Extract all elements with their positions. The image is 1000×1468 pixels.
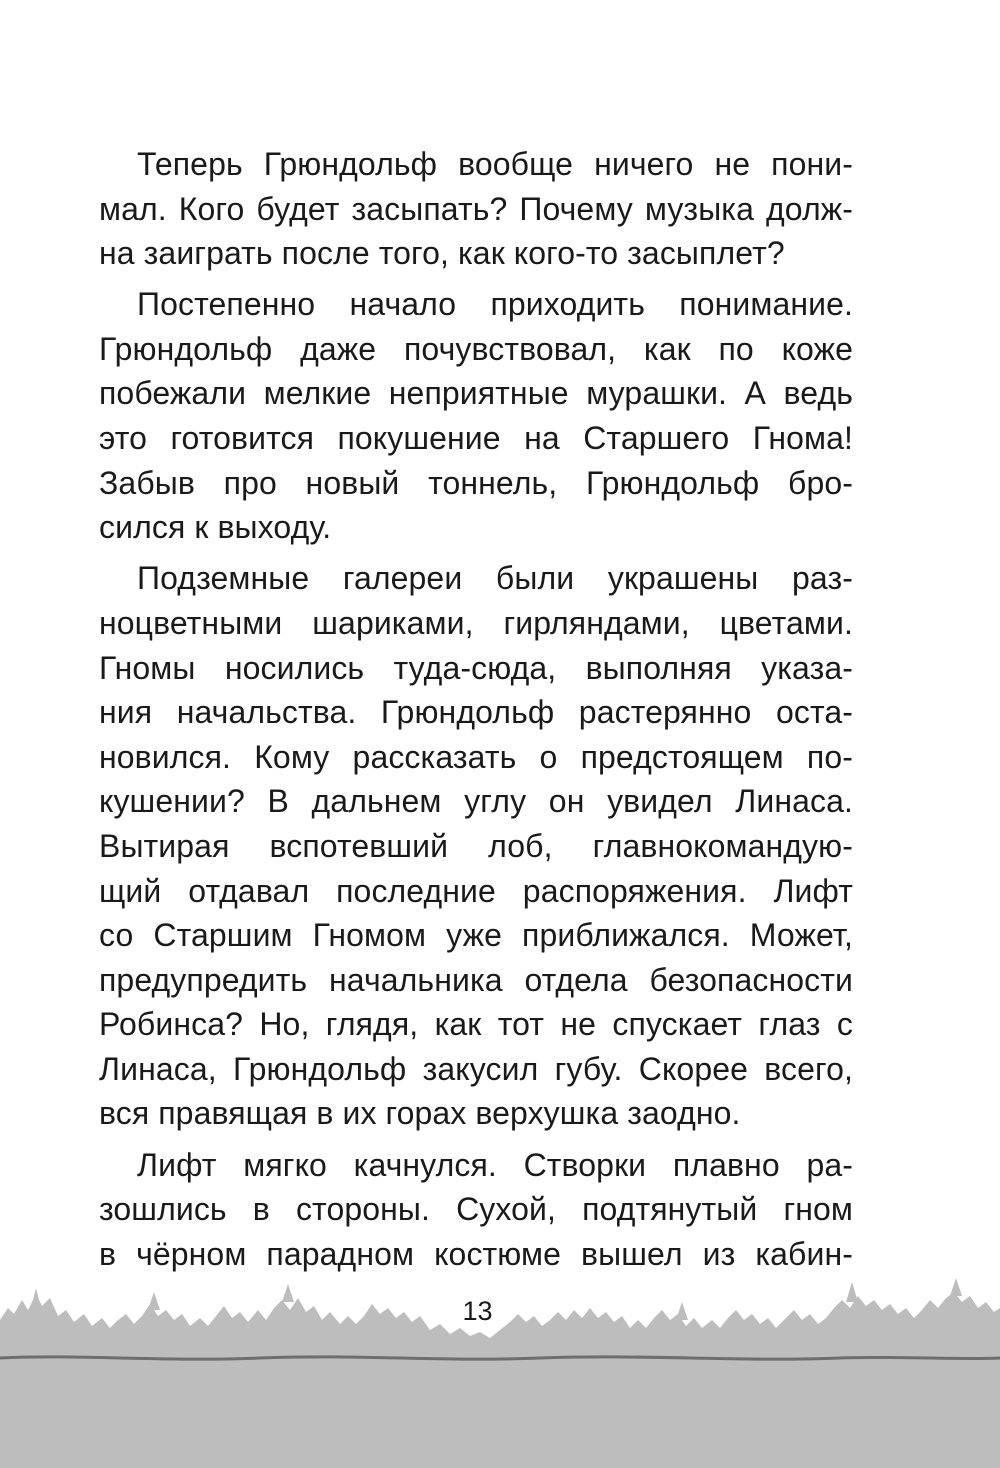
text-line: Робинса? Но, глядя, как тот не спускает глаз с [99,1006,853,1043]
paragraph [99,556,853,1136]
paragraph [99,282,853,550]
text-line: побежали мелкие неприятные мурашки. А ведь [99,375,853,412]
text-line: в чёрном парадном костюме вышел из кабин- [99,1235,853,1272]
text-line: вся правящая в их горах верхушка заодно. [99,1095,741,1132]
text-line: Подземные галереи были украшены раз- [137,560,853,597]
text-line: это готовится покушение на Старшего Гнома! [99,420,853,457]
text-line: со Старшим Гномом уже приближался. Может, [99,917,853,954]
paragraph [99,142,853,276]
text-line: Постепенно начало приходить понимание. [137,286,853,323]
text-line: Лифт мягко качнулся. Створки плавно ра- [137,1146,853,1183]
text-line: ноцветными шариками, гирляндами, цветами. [99,604,853,641]
text-line: зошлись в стороны. Сухой, подтянутый гном [99,1191,853,1228]
text-line: мал. Кого будет засыпать? Почему музыка долж- [99,190,853,227]
text-line: сился к выходу. [99,509,332,546]
text-line: Забыв про новый тоннель, Грюндольф бро- [99,464,853,501]
text-line: Грюндольф даже почувствовал, как по коже [99,330,853,367]
paragraph [99,1143,853,1277]
text-line: предупредить начальника отдела безопасности [99,961,853,998]
page-number: 13 [462,1296,493,1326]
text-line: Вытирая вспотевший лоб, главнокомандую- [99,827,853,864]
text-line: на заиграть после того, как кого-то засыплет? [99,235,785,272]
text-line: Линаса, Грюндольф закусил губу. Скорее всего, [99,1050,853,1087]
text-line: новился. Кому рассказать о предстоящем по- [99,738,853,775]
text-line: Гномы носились туда-сюда, выполняя указа- [99,649,853,686]
body-text [99,142,853,1276]
text-line: ния начальства. Грюндольф растерянно оста- [99,694,853,731]
text-line: кушении? В дальнем углу он увидел Линаса. [99,783,853,820]
text-line: щий отдавал последние распоряжения. Лифт [99,872,853,909]
text-line: Теперь Грюндольф вообще ничего не пони- [137,146,853,182]
